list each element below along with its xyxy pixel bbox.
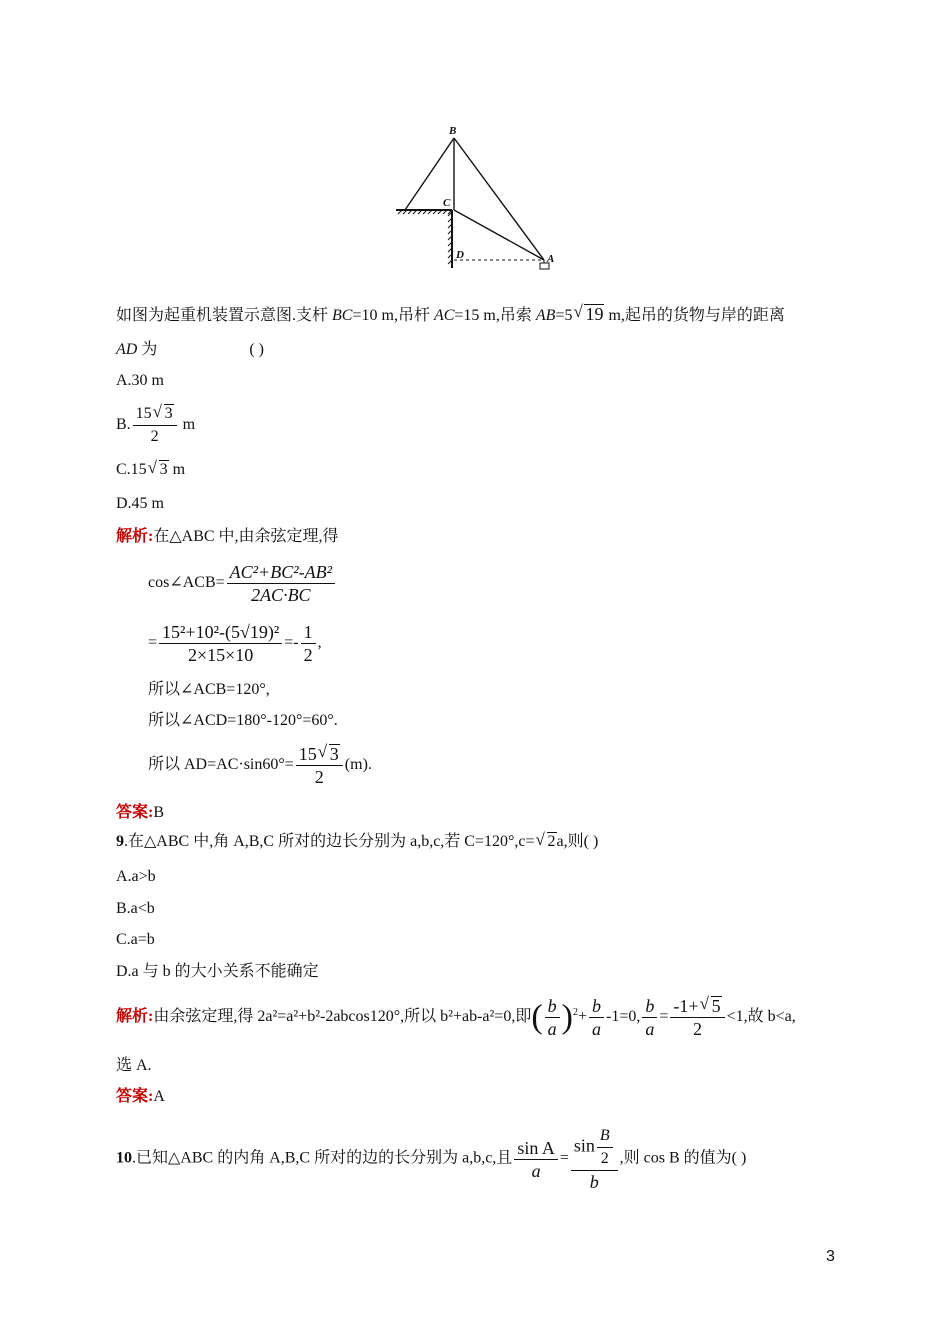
page-number: 3	[826, 1248, 835, 1265]
q8-answer: 答案:B	[116, 804, 165, 821]
q8-so3: 所以 AD=AC·sin60°= $\frac{15√ 3}{2}$ (m).	[148, 744, 372, 787]
q9-answer: 答案:A	[116, 1088, 165, 1105]
q8-option-a: A.30 m	[116, 372, 164, 389]
q8-cos-formula: cos∠ACB= $\frac{\text{AC²+BC²-AB²}}{2AC\cdot BC}$	[148, 562, 337, 605]
label-D: D	[456, 249, 464, 261]
q8-so2: 所以∠ACD=180°-120°=60°.	[148, 712, 338, 729]
q8-option-d: D.45 m	[116, 495, 164, 512]
q8-cos-value: = $\frac{\text{15²+10²-(5√19)²}}{2\times 15\times 10}$ =- $\frac{1}{2}$ ,	[148, 622, 322, 665]
label-A: A	[547, 253, 555, 265]
q9-solution: 解析:由余弦定理,得 2a²=a²+b²-2abcos120°,所以 b²+ab-a²=0,即( $\frac{b}{a}$ )$^2$+ $\frac{b}{a}$ -1=0, $\frac{b}{a}$ = $\frac{-1+√ 5}{2}$ <1,故 b<a,	[116, 996, 796, 1039]
q8-solution-intro: 解析:在△ABC 中,由余弦定理,得	[116, 528, 339, 545]
q9-stem: 9.在△ABC 中,角 A,B,C 所对的边长分别为 a,b,c,若 C=120°,c=√ 2a,则( )	[116, 832, 598, 852]
q8-stem-line1: 如图为起重机装置示意图.支杆 BC=10 m,吊杆 AC=15 m,吊索 AB=5√ 19 m,起吊的货物与岸的距离	[116, 304, 785, 326]
crane-lines	[405, 138, 544, 260]
label-B: B	[449, 125, 457, 137]
q10-stem: 10.已知△ABC 的内角 A,B,C 所对的边的长分别为 a,b,c,且 $\frac{\text{sin A}}{a}$ = sin $\frac{B}{2}$ b ,则 cos B 的值为( )	[116, 1127, 747, 1192]
q8-stem-line2: AD 为 ( )	[116, 341, 264, 358]
crane-diagram	[392, 122, 562, 274]
q8-option-c: C.15√ 3 m	[116, 460, 185, 480]
q9-option-b: B.a<b	[116, 900, 155, 917]
q8-so1: 所以∠ACB=120°,	[148, 681, 270, 698]
q8-option-b: B. $\frac{15√ 3}{2}$ m	[116, 404, 195, 447]
q9-solution-line2: 选 A.	[116, 1057, 152, 1074]
ground-hatch	[396, 210, 452, 268]
q9-option-a: A.a>b	[116, 868, 156, 885]
q9-option-d: D.a 与 b 的大小关系不能确定	[116, 963, 319, 980]
label-C: C	[443, 197, 451, 209]
q9-option-c: C.a=b	[116, 931, 155, 948]
